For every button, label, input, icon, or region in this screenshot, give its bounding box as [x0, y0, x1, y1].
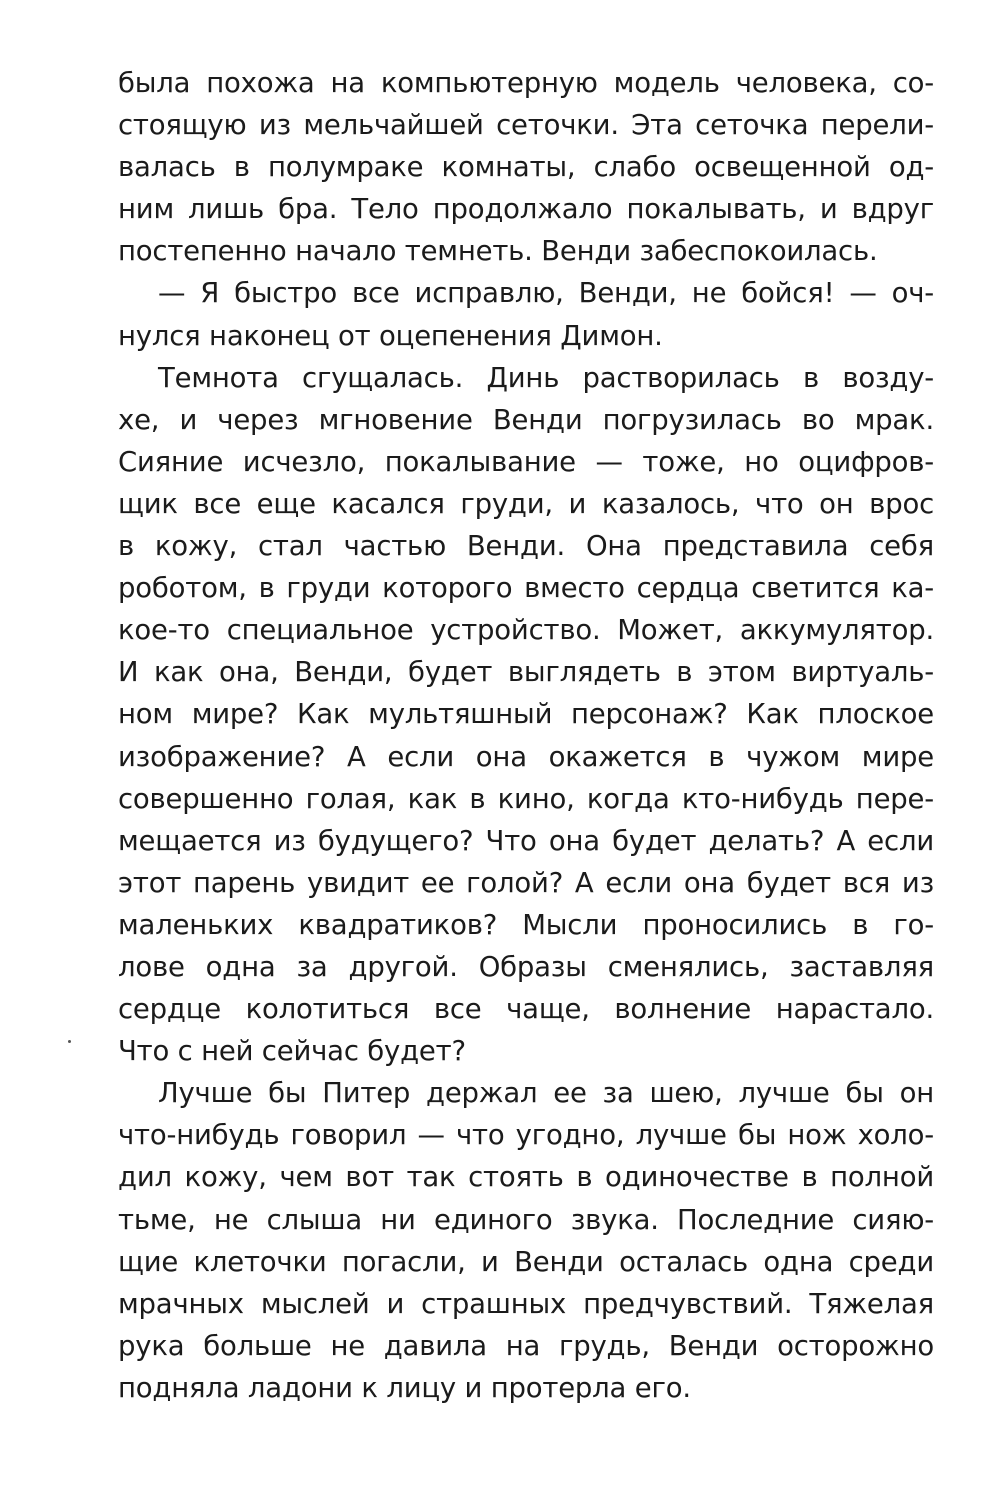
text-line-27: дил кожу, чем вот так стоять в одиночестве в полной: [118, 1161, 934, 1194]
text-line-26: что-нибудь говорил — что угодно, лучше бы нож холо-: [118, 1119, 934, 1152]
text-line-29: щие клеточки погасли, и Венди осталась одна среди: [118, 1245, 934, 1278]
text-line-5: постепенно начало темнеть. Венди забеспокоилась.: [118, 235, 878, 268]
text-line-4: ним лишь бра. Тело продолжало покалывать, и вдруг: [118, 193, 934, 226]
text-line-20: этот парень увидит ее голой? А если она будет вся из: [118, 866, 934, 899]
scan-speck: [68, 1040, 71, 1043]
text-line-31: рука больше не давила на грудь, Венди осторожно: [118, 1329, 934, 1362]
text-line-32: подняла ладони к лицу и протерла его.: [118, 1371, 691, 1404]
text-line-16: ном мире? Как мультяшный персонаж? Как плоское: [118, 698, 934, 731]
text-line-30: мрачных мыслей и страшных предчувствий. Тяжелая: [118, 1287, 934, 1320]
text-line-21: маленьких квадратиков? Мысли проносились в го-: [118, 908, 934, 941]
text-line-3: валась в полумраке комнаты, слабо освещенной од-: [118, 151, 934, 184]
text-line-13: роботом, в груди которого вместо сердца светится ка-: [118, 572, 934, 605]
text-line-12: в кожу, стал частью Венди. Она представила себя: [118, 530, 934, 563]
text-line-24: Что с ней сейчас будет?: [118, 1035, 466, 1068]
text-line-7: нулся наконец от оцепенения Димон.: [118, 319, 663, 352]
text-line-25: Лучше бы Питер держал ее за шею, лучше бы он: [158, 1077, 934, 1110]
text-line-18: совершенно голая, как в кино, когда кто-нибудь пере-: [118, 782, 934, 815]
text-line-15: И как она, Венди, будет выглядеть в этом виртуаль-: [118, 656, 934, 689]
text-line-6: — Я быстро все исправлю, Венди, не бойся! — оч-: [158, 277, 934, 310]
text-line-22: лове одна за другой. Образы сменялись, заставляя: [118, 950, 934, 983]
text-line-17: изображение? А если она окажется в чужом мире: [118, 740, 934, 773]
text-line-8: Темнота сгущалась. Динь растворилась в возду-: [158, 361, 934, 394]
text-line-2: стоящую из мельчайшей сеточки. Эта сеточка перели-: [118, 109, 934, 142]
text-line-1: была похожа на компьютерную модель человека, со-: [118, 67, 934, 99]
text-line-23: сердце колотиться все чаще, волнение нарастало.: [118, 993, 934, 1026]
text-line-28: тьме, не слыша ни единого звука. Последние сияю-: [118, 1203, 934, 1236]
text-line-19: мещается из будущего? Что она будет делать? А если: [118, 824, 934, 857]
text-line-14: кое-то специальное устройство. Может, аккумулятор.: [118, 614, 934, 647]
text-line-9: хе, и через мгновение Венди погрузилась во мрак.: [118, 403, 934, 436]
text-line-11: щик все еще касался груди, и казалось, что он врос: [118, 487, 934, 520]
book-page-text: [118, 62, 934, 1409]
text-line-10: Сияние исчезло, покалывание — тоже, но оцифров-: [118, 445, 934, 478]
